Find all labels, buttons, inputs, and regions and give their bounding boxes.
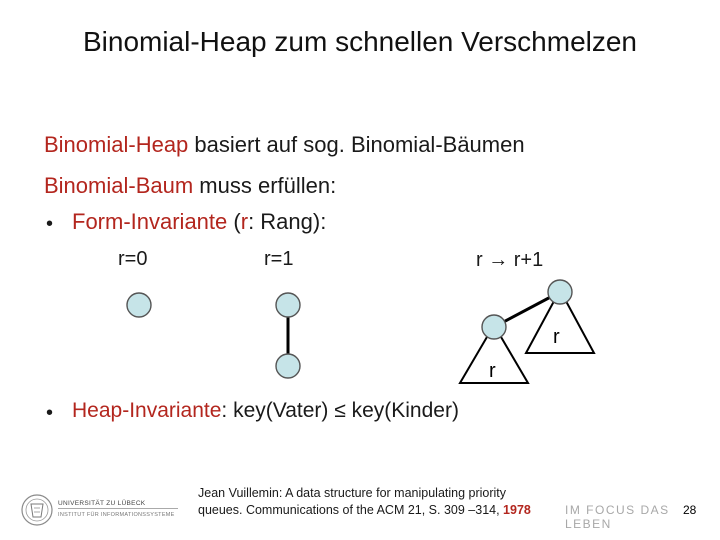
term-heap-invariante: Heap-Invariante — [72, 399, 222, 422]
institute-logo-text — [58, 511, 175, 519]
rank-label-r0: r=0 — [118, 248, 148, 270]
university-seal-icon — [20, 490, 54, 530]
term-binomial-baum: Binomial-Baum — [44, 173, 194, 198]
reference-year: 1978 — [503, 503, 531, 517]
logo-divider — [58, 508, 178, 509]
institute-name: INSTITUT FÜR INFORMATIONSSYSTEME — [58, 512, 175, 518]
term-binomial-heap: Binomial-Heap — [44, 132, 189, 157]
page-number: 28 — [683, 503, 697, 517]
bullet-icon: • — [46, 213, 54, 235]
university-name: UNIVERSITÄT ZU LÜBECK — [58, 500, 146, 507]
tree-upper-root — [548, 280, 572, 304]
university-logo-text — [58, 500, 145, 508]
tree-lower-label: r — [489, 360, 496, 382]
bullet-icon: • — [46, 402, 54, 424]
reference-citation — [198, 485, 548, 519]
term-rank-r: r — [240, 209, 249, 234]
reference-text: Jean Vuillemin: A data structure for manipulating priority queues. Communications of the ACM 21, S. 309 –314, — [198, 486, 507, 517]
slide-title: Binomial-Heap zum schnellen Verschmelzen — [82, 26, 638, 57]
footer-tagline: IM FOCUS DAS LEBEN — [565, 503, 670, 531]
tree-r1-child — [276, 354, 300, 378]
form-paren: ( — [227, 209, 241, 234]
tree-r1-root — [276, 293, 300, 317]
rank-label-r1: r=1 — [264, 248, 294, 270]
form-rang: : Rang): — [248, 209, 327, 234]
line-binomial-heap-rest: basiert auf sog. Binomial-Bäumen — [188, 132, 525, 157]
line-binomial-baum-rest: muss erfüllen: — [193, 173, 337, 198]
term-form-invariante: Form-Invariante — [72, 209, 228, 234]
line-heap-invariante — [72, 396, 459, 426]
tree-lower-root — [482, 315, 506, 339]
line-heap-invariante-rest: : key(Vater) ≤ key(Kinder) — [221, 399, 459, 422]
rank-label-rstep: r → r+1 — [476, 249, 544, 271]
tree-r0-node — [127, 293, 151, 317]
tree-upper-label: r — [553, 326, 560, 348]
